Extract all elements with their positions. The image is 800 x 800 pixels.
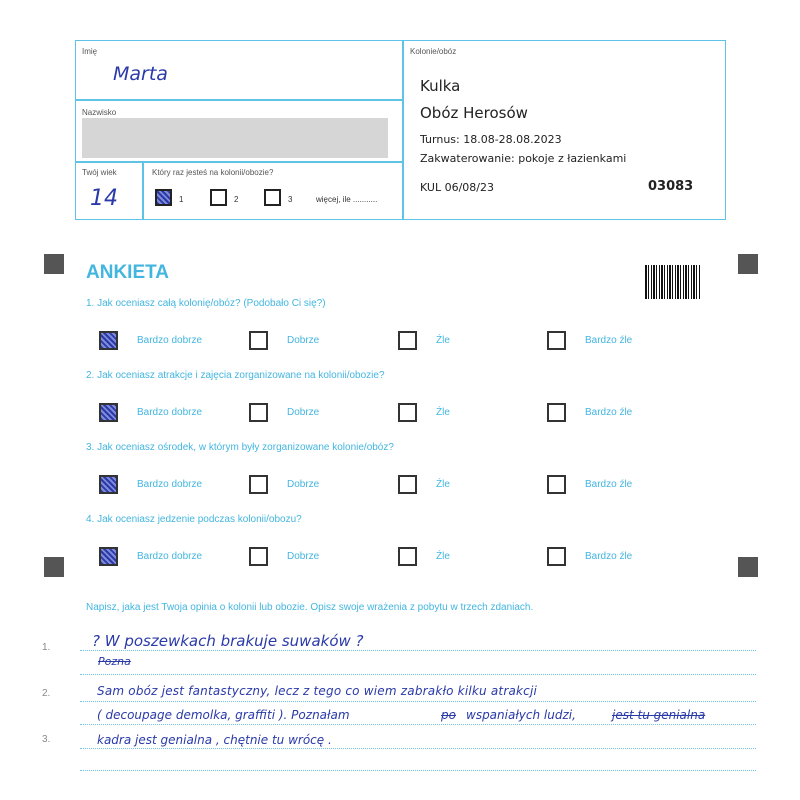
line-number-3: 3. <box>42 734 51 745</box>
q2-checkbox-zle[interactable] <box>398 403 417 422</box>
registration-marker-top-left <box>44 254 64 274</box>
q4-checkbox-bardzo-dobrze[interactable] <box>99 547 118 566</box>
q3-option-zle: Źle <box>436 479 450 490</box>
times-option-3: 3 <box>288 195 293 204</box>
q1-checkbox-bardzo-dobrze[interactable] <box>99 331 118 350</box>
q4-option-zle: Źle <box>436 551 450 562</box>
header-divider-2 <box>76 161 402 163</box>
handwritten-line-2[interactable]: Sam obóz jest fantastyczny, lecz z tego co wiem zabrakło kilku atrakcji <box>97 684 538 698</box>
handwritten-crossed-word: Pozna <box>98 655 131 668</box>
handwritten-line-3b[interactable]: wspaniałych ludzi, <box>466 708 576 722</box>
times-checkbox-3[interactable] <box>264 189 281 206</box>
times-checkbox-1[interactable] <box>155 189 172 206</box>
first-name-label: Imię <box>82 47 98 56</box>
last-name-redaction <box>82 118 388 158</box>
camp-subname: Obóz Herosów <box>420 104 528 122</box>
answer-line <box>80 674 756 675</box>
line-number-1: 1. <box>42 642 51 653</box>
opinion-prompt: Napisz, jaka jest Twoja opinia o kolonii lub obozie. Opisz swoje wrażenia z pobytu w trzech zdaniach. <box>86 602 534 613</box>
camp-label: Kolonie/obóz <box>410 47 457 56</box>
handwritten-line-1[interactable]: ? W poszewkach brakuje suwaków ? <box>92 632 364 650</box>
answer-line <box>80 770 756 771</box>
answer-line <box>80 650 756 651</box>
registration-marker-top-right <box>738 254 758 274</box>
handwritten-line-3[interactable]: ( decoupage demolka, graffiti ). Poznałam <box>97 708 350 722</box>
answer-line <box>80 748 756 749</box>
age-label: Twój wiek <box>82 168 117 177</box>
question-2: 2. Jak oceniasz atrakcje i zajęcia zorganizowane na kolonii/obozie? <box>86 370 385 381</box>
q1-option-dobrze: Dobrze <box>287 335 320 346</box>
accommodation-text: Zakwaterowanie: pokoje z łazienkami <box>420 152 627 165</box>
handwritten-crossed-phrase: jest tu genialna <box>612 708 706 722</box>
registration-marker-bottom-right <box>738 557 758 577</box>
q3-checkbox-dobrze[interactable] <box>249 475 268 494</box>
q4-option-bardzo-zle: Bardzo źle <box>585 551 633 562</box>
barcode <box>645 265 701 299</box>
q1-option-bardzo-dobrze: Bardzo dobrze <box>137 335 203 346</box>
camp-name: Kulka <box>420 77 461 95</box>
q4-checkbox-zle[interactable] <box>398 547 417 566</box>
q2-checkbox-bardzo-dobrze[interactable] <box>99 403 118 422</box>
form-number: 03083 <box>648 179 694 194</box>
last-name-label: Nazwisko <box>82 108 117 117</box>
q2-checkbox-bardzo-zle[interactable] <box>547 403 566 422</box>
q3-option-dobrze: Dobrze <box>287 479 320 490</box>
q3-option-bardzo-dobrze: Bardzo dobrze <box>137 479 203 490</box>
times-option-1: 1 <box>179 195 184 204</box>
answer-line <box>80 724 756 725</box>
header-divider-3 <box>142 161 144 219</box>
q4-option-bardzo-dobrze: Bardzo dobrze <box>137 551 203 562</box>
q1-option-bardzo-zle: Bardzo źle <box>585 335 633 346</box>
times-more-field[interactable]: więcej, ile ........... <box>316 195 378 204</box>
q4-checkbox-bardzo-zle[interactable] <box>547 547 566 566</box>
q1-checkbox-zle[interactable] <box>398 331 417 350</box>
q4-option-dobrze: Dobrze <box>287 551 320 562</box>
q1-checkbox-dobrze[interactable] <box>249 331 268 350</box>
q4-checkbox-dobrze[interactable] <box>249 547 268 566</box>
q1-option-zle: Źle <box>436 335 450 346</box>
handwritten-crossed-word: po <box>441 708 456 722</box>
times-label: Który raz jesteś na kolonii/obozie? <box>152 168 274 177</box>
answer-line <box>80 701 756 702</box>
registration-marker-bottom-left <box>44 557 64 577</box>
handwritten-line-4[interactable]: kadra jest genialna , chętnie tu wrócę . <box>97 733 332 747</box>
q3-checkbox-zle[interactable] <box>398 475 417 494</box>
times-option-2: 2 <box>234 195 239 204</box>
question-4: 4. Jak oceniasz jedzenie podczas kolonii/obozu? <box>86 514 302 525</box>
q1-checkbox-bardzo-zle[interactable] <box>547 331 566 350</box>
question-1: 1. Jak oceniasz całą kolonię/obóz? (Podobało Ci się?) <box>86 298 326 309</box>
q3-option-bardzo-zle: Bardzo źle <box>585 479 633 490</box>
times-checkbox-2[interactable] <box>210 189 227 206</box>
line-number-2: 2. <box>42 688 51 699</box>
camp-code: KUL 06/08/23 <box>420 181 494 194</box>
q2-checkbox-dobrze[interactable] <box>249 403 268 422</box>
q2-option-zle: Źle <box>436 407 450 418</box>
header-divider-1 <box>76 99 402 101</box>
survey-title: ANKIETA <box>86 262 170 283</box>
age-value[interactable]: 14 <box>90 186 118 211</box>
header-box <box>75 40 726 220</box>
turnus-text: Turnus: 18.08-28.08.2023 <box>420 133 562 146</box>
question-3: 3. Jak oceniasz ośrodek, w którym były zorganizowane kolonie/obóz? <box>86 442 394 453</box>
q2-option-dobrze: Dobrze <box>287 407 320 418</box>
q2-option-bardzo-dobrze: Bardzo dobrze <box>137 407 203 418</box>
header-vertical-divider <box>402 41 404 219</box>
q3-checkbox-bardzo-zle[interactable] <box>547 475 566 494</box>
q3-checkbox-bardzo-dobrze[interactable] <box>99 475 118 494</box>
first-name-value[interactable]: Marta <box>113 63 168 85</box>
q2-option-bardzo-zle: Bardzo źle <box>585 407 633 418</box>
